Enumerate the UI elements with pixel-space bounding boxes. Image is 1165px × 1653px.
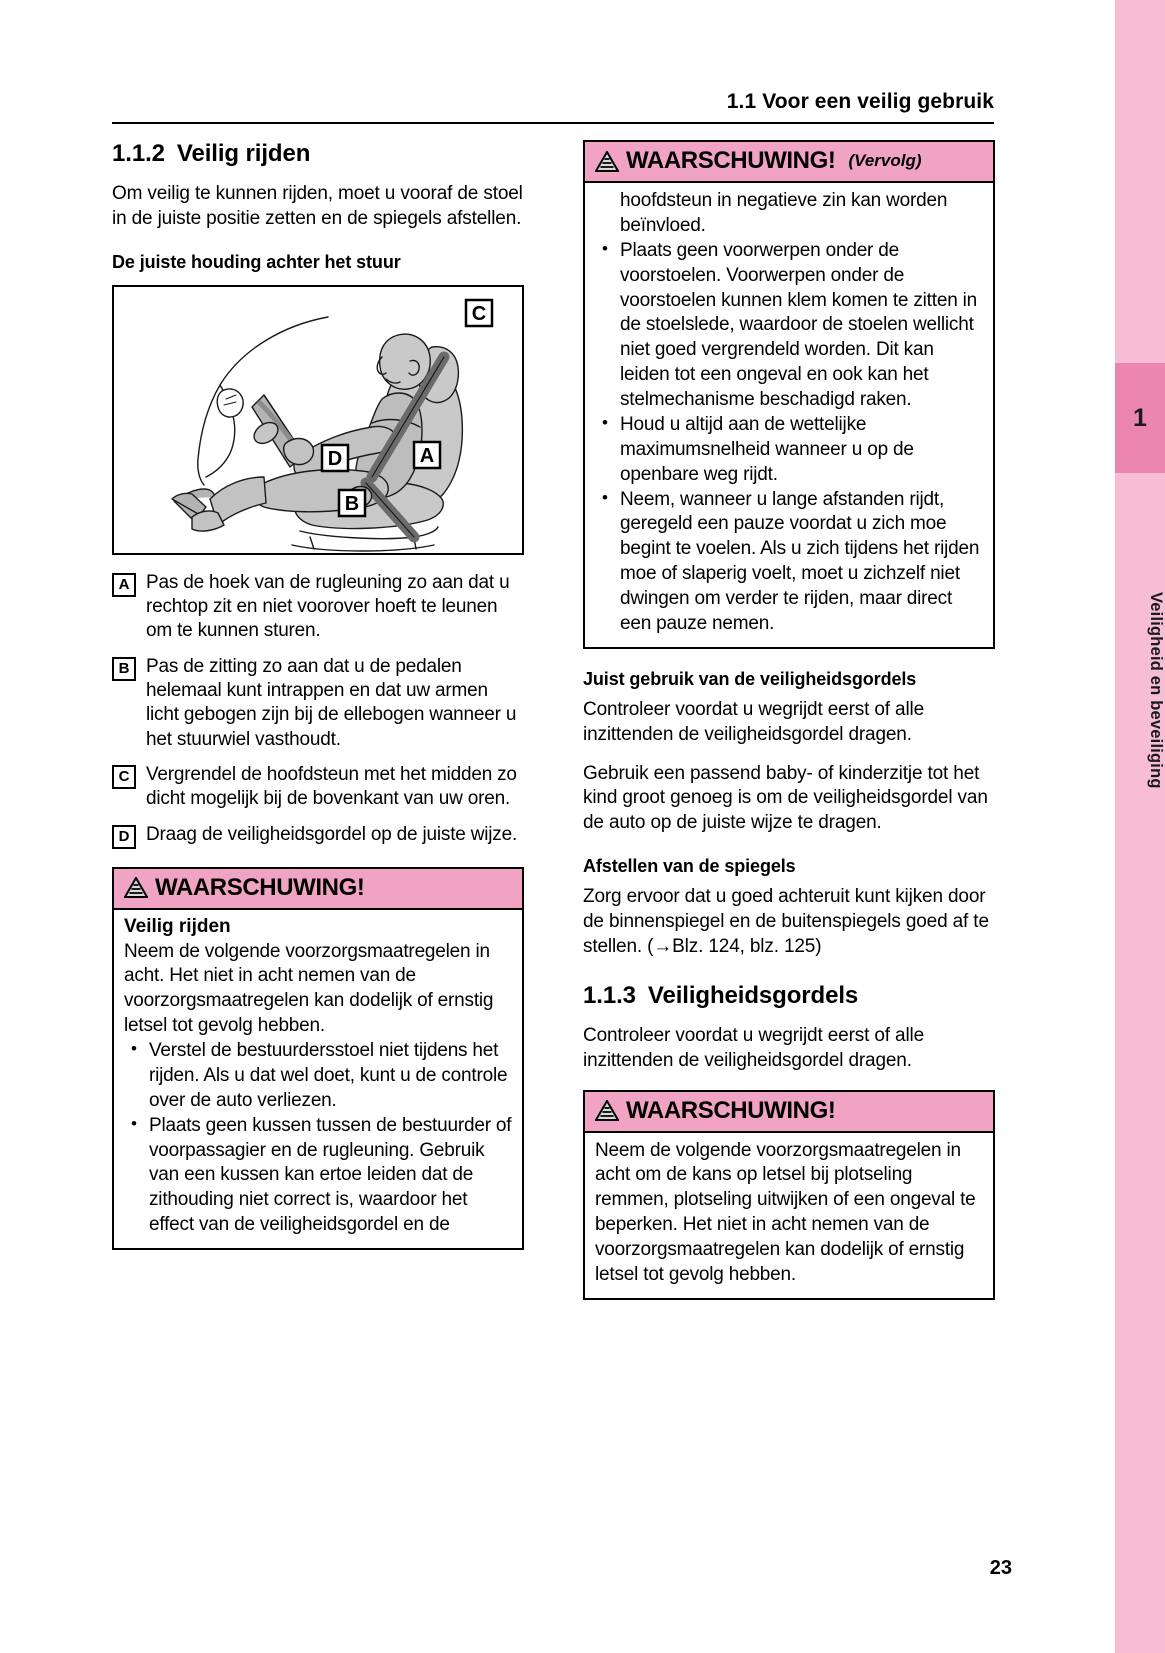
- list-item: • Plaats geen voorwerpen onder de voorstoelen. Voorwerpen onder de voorstoelen kunnen klem komen te zitten in de stoelslede, waardoor de stoelen wellicht niet goed vergrendeld worden. Dit kan leiden tot een ongeval en ook kan het stelmechanisme beschadigd raken.: [595, 239, 983, 413]
- warning-triangle-icon: [595, 151, 619, 172]
- section-heading-112: [112, 140, 524, 168]
- warning-triangle-icon: [124, 877, 148, 898]
- page-number: 23: [989, 1557, 1012, 1579]
- callout-label-a: A: [112, 573, 136, 597]
- list-item: [112, 655, 524, 752]
- running-head-rule: [112, 122, 994, 124]
- callout-label-c: C: [112, 765, 136, 789]
- chapter-number: 1: [1133, 403, 1147, 432]
- warning-continued-label: (Vervolg): [848, 151, 922, 170]
- callout-text-d: Draag de veiligheidsgordel op de juiste wijze.: [146, 823, 518, 845]
- warning-header-bottom: [585, 1092, 993, 1133]
- section-heading-113: [583, 982, 995, 1010]
- warning-title: WAARSCHUWING!: [626, 147, 836, 174]
- paragraph-belts-1: Controleer voordat u wegrijdt eerst of alle inzittenden de veiligheidsgordel dragen.: [583, 698, 925, 745]
- warning-body: [114, 910, 522, 1249]
- warning-box-continued: [583, 140, 995, 649]
- warning-header-continued: [585, 142, 993, 183]
- warning-text: Neem de volgende voorzorgsmaatregelen in acht om de kans op letsel bij plotseling remmen, plotseling uitwijken of een ongeval te beperken. Het niet in acht nemen van de voorzorgsmaatregelen kan dodelijk of ernstig letsel tot gevolg hebben.: [595, 1139, 976, 1285]
- running-head: 1.1 Voor een veilig gebruik: [726, 90, 994, 113]
- warning-body-continued: [585, 183, 993, 647]
- warning-intro: Neem de volgende voorzorgsmaatregelen in acht. Het niet in acht nemen van de voorzorgsmaatregelen kan dodelijk of ernstig letsel tot gevolg hebben.: [124, 940, 494, 1037]
- svg-text:D: D: [327, 447, 343, 470]
- section-title: Veiligheidsgordels: [647, 981, 859, 1009]
- paragraph-mirrors: Zorg ervoor dat u goed achteruit kunt kijken door de binnenspiegel en de buitenspiegels goed af te stellen. (→Blz. 124, blz. 125): [583, 886, 989, 957]
- warning-box-veilig-rijden: [112, 867, 524, 1251]
- right-column: [583, 140, 995, 1308]
- chapter-label: Veiligheid en beveiliging: [1147, 591, 1165, 789]
- list-item: [112, 571, 524, 644]
- warning-body-bottom: [585, 1133, 993, 1298]
- driving-posture-svg: [114, 287, 522, 553]
- callout-label-b: B: [112, 657, 136, 681]
- warning-title: WAARSCHUWING!: [626, 1096, 836, 1124]
- warning-triangle-icon: [595, 1100, 619, 1121]
- list-item: • Neem, wanneer u lange afstanden rijdt, geregeld een pauze voordat u zich moe begint te voelen. Als u zich tijdens het rijden moe of slaperig voelt, moet u zichzelf niet dwingen om verder te rijden, maar direct een pauze nemen.: [595, 488, 983, 637]
- figure-callout-b: [339, 490, 365, 516]
- callout-text-b: Pas de zitting zo aan dat u de pedalen helemaal kunt intrappen en dat uw armen licht gebogen zijn bij de ellebogen wanneer u het stuurwiel vasthoudt.: [146, 655, 517, 750]
- paragraph-belts-2: Gebruik een passend baby- of kinderzitje tot het kind groot genoeg is om de veiligheidsgordel van de auto op de juiste wijze te dragen.: [583, 762, 988, 834]
- warning-subtitle: Veilig rijden: [124, 915, 231, 937]
- chapter-tab-sidebar: [1115, 0, 1165, 1653]
- driving-posture-illustration: [112, 285, 524, 555]
- callout-list: [112, 571, 524, 849]
- callout-text-c: Vergrendel de hoofdsteun met het midden zo dicht mogelijk bij de bovenkant van uw oren.: [146, 763, 517, 810]
- section-number: 1.1.2: [112, 140, 165, 167]
- figure-callout-c: [466, 300, 492, 326]
- warning-box-veiligheidsgordels: [583, 1090, 995, 1300]
- callout-label-d: D: [112, 825, 136, 849]
- section-title: Veilig rijden: [176, 140, 311, 167]
- list-item: [112, 823, 524, 849]
- paragraph-section-intro: Controleer voordat u wegrijdt eerst of alle inzittenden de veiligheidsgordel dragen.: [583, 1024, 925, 1071]
- warning-bullet-list: [124, 1039, 512, 1238]
- figure-callout-a: [414, 442, 440, 468]
- warning-header: [114, 869, 522, 910]
- section-number: 1.1.3: [583, 981, 636, 1009]
- subheading-posture: De juiste houding achter het stuur: [112, 251, 401, 272]
- list-item: • Verstel de bestuurdersstoel niet tijdens het rijden. Als u dat wel doet, kunt u de controle over de auto verliezen.: [124, 1039, 512, 1114]
- subheading-mirrors: Afstellen van de spiegels: [583, 856, 796, 877]
- warning-continuation-text: hoofdsteun in negatieve zin kan worden beïnvloed.: [620, 190, 948, 236]
- figure-callout-d: [322, 445, 348, 471]
- list-item: [112, 763, 524, 812]
- svg-text:C: C: [471, 302, 487, 325]
- list-item: • Plaats geen kussen tussen de bestuurder of voorpassagier en de rugleuning. Gebruik van een kussen kan ertoe leiden dat de zithouding niet correct is, waardoor het effect van de veiligheidsgordel en de: [124, 1114, 512, 1238]
- svg-text:A: A: [419, 444, 435, 467]
- subheading-belts: Juist gebruik van de veiligheidsgordels: [583, 668, 917, 689]
- warning-title: WAARSCHUWING!: [155, 873, 365, 901]
- list-item: • Houd u altijd aan de wettelijke maximumsnelheid wanneer u op de openbare weg rijdt.: [595, 413, 983, 488]
- svg-text:B: B: [344, 492, 360, 515]
- warning-bullet-list-continued: [595, 239, 983, 637]
- intro-paragraph: Om veilig te kunnen rijden, moet u vooraf de stoel in de juiste positie zetten en de spiegels afstellen.: [112, 183, 523, 229]
- left-column: [112, 140, 524, 1258]
- callout-text-a: Pas de hoek van de rugleuning zo aan dat u rechtop zit en niet voorover hoeft te leunen om te kunnen sturen.: [146, 571, 510, 642]
